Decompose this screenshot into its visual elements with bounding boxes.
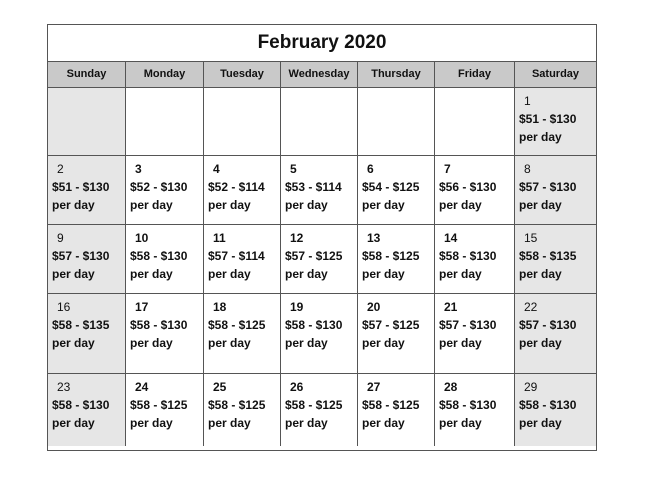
calendar-day-cell <box>435 88 515 156</box>
day-day: 8 <box>524 162 531 176</box>
calendar-day-cell <box>126 225 204 294</box>
calendar-day-cell <box>126 374 204 446</box>
day-unit: per day <box>519 198 562 212</box>
day-unit: per day <box>519 267 562 281</box>
calendar-day-cell <box>515 374 596 446</box>
day-unit: per day <box>208 416 251 430</box>
calendar-day-cell <box>48 156 126 225</box>
day-day: 2 <box>57 162 64 176</box>
day-unit: per day <box>519 130 562 144</box>
day-day: 15 <box>524 231 538 245</box>
day-price: $58 - $125 <box>130 398 188 412</box>
calendar-day-cell <box>281 156 358 225</box>
day-unit: per day <box>52 416 95 430</box>
day-day: 11 <box>213 231 226 245</box>
day-price: $58 - $130 <box>519 398 577 412</box>
day-price: $58 - $135 <box>519 249 577 263</box>
calendar-day-cell <box>515 156 596 225</box>
calendar <box>47 24 597 451</box>
calendar-day-cell <box>515 294 596 374</box>
calendar-day-cell <box>281 88 358 156</box>
day-price: $58 - $125 <box>362 398 420 412</box>
calendar-day-cell <box>126 156 204 225</box>
calendar-day-cell <box>435 156 515 225</box>
day-unit: per day <box>439 336 482 350</box>
calendar-day-cell <box>48 225 126 294</box>
calendar-day-cell <box>204 88 281 156</box>
weekday-wednesday: Wednesday <box>281 62 358 87</box>
day-day: 20 <box>367 300 381 314</box>
weekday-header <box>48 62 596 88</box>
calendar-day-cell <box>48 88 126 156</box>
day-day: 3 <box>135 162 142 176</box>
day-price: $57 - $130 <box>519 318 577 332</box>
calendar-day-cell <box>435 294 515 374</box>
calendar-day-cell <box>48 294 126 374</box>
weekday-saturday: Saturday <box>515 62 596 87</box>
day-unit: per day <box>52 198 95 212</box>
day-price: $58 - $130 <box>130 318 188 332</box>
weekday-friday: Friday <box>435 62 515 87</box>
day-price: $56 - $130 <box>439 180 497 194</box>
day-price: $54 - $125 <box>362 180 420 194</box>
calendar-day-cell <box>358 294 435 374</box>
day-price: $58 - $130 <box>285 318 343 332</box>
day-price: $57 - $114 <box>208 249 265 263</box>
calendar-day-cell <box>204 374 281 446</box>
weekday-tuesday: Tuesday <box>204 62 281 87</box>
day-price: $58 - $130 <box>439 398 497 412</box>
calendar-day-cell <box>204 294 281 374</box>
day-price: $57 - $130 <box>52 249 110 263</box>
day-day: 29 <box>524 380 538 394</box>
calendar-day-cell <box>358 156 435 225</box>
calendar-day-cell <box>204 156 281 225</box>
day-unit: per day <box>362 416 405 430</box>
day-day: 21 <box>444 300 458 314</box>
day-price: $57 - $130 <box>519 180 577 194</box>
day-unit: per day <box>130 198 173 212</box>
day-unit: per day <box>52 267 95 281</box>
day-unit: per day <box>519 336 562 350</box>
day-price: $58 - $135 <box>52 318 110 332</box>
day-unit: per day <box>439 267 482 281</box>
day-unit: per day <box>439 198 482 212</box>
calendar-day-cell <box>281 225 358 294</box>
day-price: $58 - $125 <box>208 398 266 412</box>
day-day: 13 <box>367 231 381 245</box>
day-day: 17 <box>135 300 149 314</box>
calendar-grid <box>48 88 596 446</box>
day-price: $58 - $130 <box>439 249 497 263</box>
day-unit: per day <box>52 336 95 350</box>
day-day: 19 <box>290 300 304 314</box>
day-unit: per day <box>362 267 405 281</box>
calendar-day-cell <box>358 374 435 446</box>
day-unit: per day <box>285 198 328 212</box>
calendar-day-cell <box>281 294 358 374</box>
day-price: $57 - $125 <box>285 249 343 263</box>
day-day: 9 <box>57 231 64 245</box>
day-unit: per day <box>285 416 328 430</box>
day-day: 18 <box>213 300 227 314</box>
weekday-sunday: Sunday <box>48 62 126 87</box>
day-day: 1 <box>524 94 531 108</box>
day-unit: per day <box>130 336 173 350</box>
day-day: 28 <box>444 380 458 394</box>
calendar-day-cell <box>515 88 596 156</box>
day-unit: per day <box>362 336 405 350</box>
day-unit: per day <box>362 198 405 212</box>
day-unit: per day <box>130 267 173 281</box>
calendar-day-cell <box>126 294 204 374</box>
day-unit: per day <box>519 416 562 430</box>
calendar-day-cell <box>126 88 204 156</box>
day-day: 7 <box>444 162 451 176</box>
weekday-thursday: Thursday <box>358 62 435 87</box>
day-day: 27 <box>367 380 381 394</box>
day-day: 6 <box>367 162 374 176</box>
day-day: 12 <box>290 231 304 245</box>
day-day: 14 <box>444 231 458 245</box>
day-unit: per day <box>439 416 482 430</box>
weekday-monday: Monday <box>126 62 204 87</box>
day-price: $51 - $130 <box>52 180 110 194</box>
calendar-day-cell <box>435 225 515 294</box>
day-price: $57 - $125 <box>362 318 420 332</box>
day-day: 26 <box>290 380 304 394</box>
day-price: $58 - $125 <box>362 249 420 263</box>
day-price: $52 - $130 <box>130 180 188 194</box>
calendar-day-cell <box>48 374 126 446</box>
day-unit: per day <box>208 336 251 350</box>
day-unit: per day <box>208 198 251 212</box>
day-day: 23 <box>57 380 71 394</box>
day-unit: per day <box>208 267 251 281</box>
day-unit: per day <box>285 267 328 281</box>
day-day: 24 <box>135 380 149 394</box>
day-day: 25 <box>213 380 227 394</box>
day-unit: per day <box>130 416 173 430</box>
day-price: $51 - $130 <box>519 112 577 126</box>
day-day: 22 <box>524 300 538 314</box>
day-day: 16 <box>57 300 71 314</box>
day-price: $53 - $114 <box>285 180 342 194</box>
calendar-day-cell <box>515 225 596 294</box>
calendar-day-cell <box>358 225 435 294</box>
calendar-day-cell <box>435 374 515 446</box>
day-price: $58 - $130 <box>52 398 110 412</box>
day-price: $58 - $125 <box>285 398 343 412</box>
day-day: 5 <box>290 162 297 176</box>
day-price: $58 - $125 <box>208 318 266 332</box>
calendar-day-cell <box>281 374 358 446</box>
day-day: 4 <box>213 162 220 176</box>
day-unit: per day <box>285 336 328 350</box>
day-price: $57 - $130 <box>439 318 497 332</box>
calendar-title: February 2020 <box>48 25 596 62</box>
day-price: $58 - $130 <box>130 249 188 263</box>
day-price: $52 - $114 <box>208 180 265 194</box>
calendar-day-cell <box>358 88 435 156</box>
day-day: 10 <box>135 231 149 245</box>
calendar-day-cell <box>204 225 281 294</box>
